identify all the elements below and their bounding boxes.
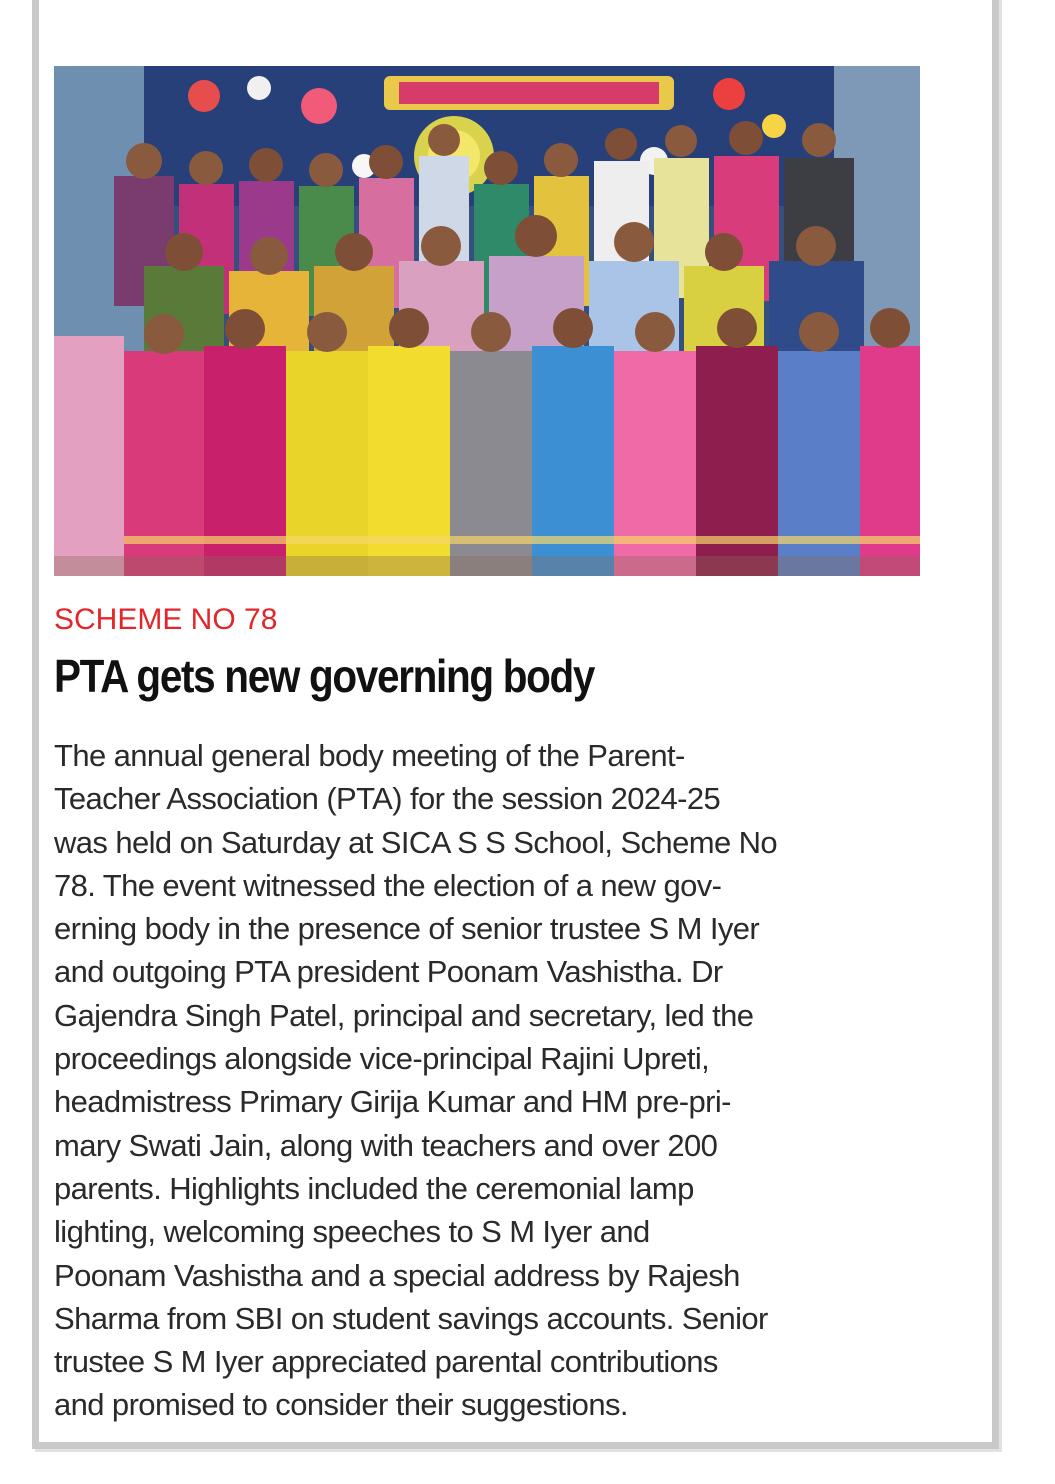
body-line: erning body in the presence of senior trustee S M Iyer: [54, 911, 760, 947]
article-headline: PTA gets new governing body: [54, 650, 595, 702]
body-line: and outgoing PTA president Poonam Vashistha. Dr: [54, 954, 723, 990]
body-line: proceedings alongside vice-principal Rajini Upreti,: [54, 1041, 710, 1077]
body-line: Teacher Association (PTA) for the session 2024-25: [54, 781, 721, 817]
body-line: Gajendra Singh Patel, principal and secretary, led the: [54, 997, 754, 1033]
body-line: mary Swati Jain, along with teachers and over 200: [54, 1127, 718, 1163]
section-kicker: SCHEME NO 78: [54, 603, 278, 636]
body-line: Poonam Vashistha and a special address by Rajesh: [54, 1257, 740, 1293]
group-photo-illustration: [54, 66, 920, 576]
body-line: trustee S M Iyer appreciated parental contributions: [54, 1344, 718, 1380]
body-line: was held on Saturday at SICA S S School, Scheme No: [54, 824, 778, 860]
body-line: parents. Highlights included the ceremonial lamp: [54, 1170, 694, 1206]
body-line: The annual general body meeting of the Parent-: [54, 738, 685, 773]
body-line: 78. The event witnessed the election of a new gov-: [54, 867, 722, 903]
article-body: [54, 734, 924, 1427]
body-line: Sharma from SBI on student savings accounts. Senior: [54, 1300, 768, 1336]
group-photo: [54, 66, 920, 576]
body-line: headmistress Primary Girija Kumar and HM pre-pri-: [54, 1084, 731, 1120]
body-line: and promised to consider their suggestions.: [54, 1387, 628, 1423]
body-line: lighting, welcoming speeches to S M Iyer and: [54, 1214, 650, 1250]
